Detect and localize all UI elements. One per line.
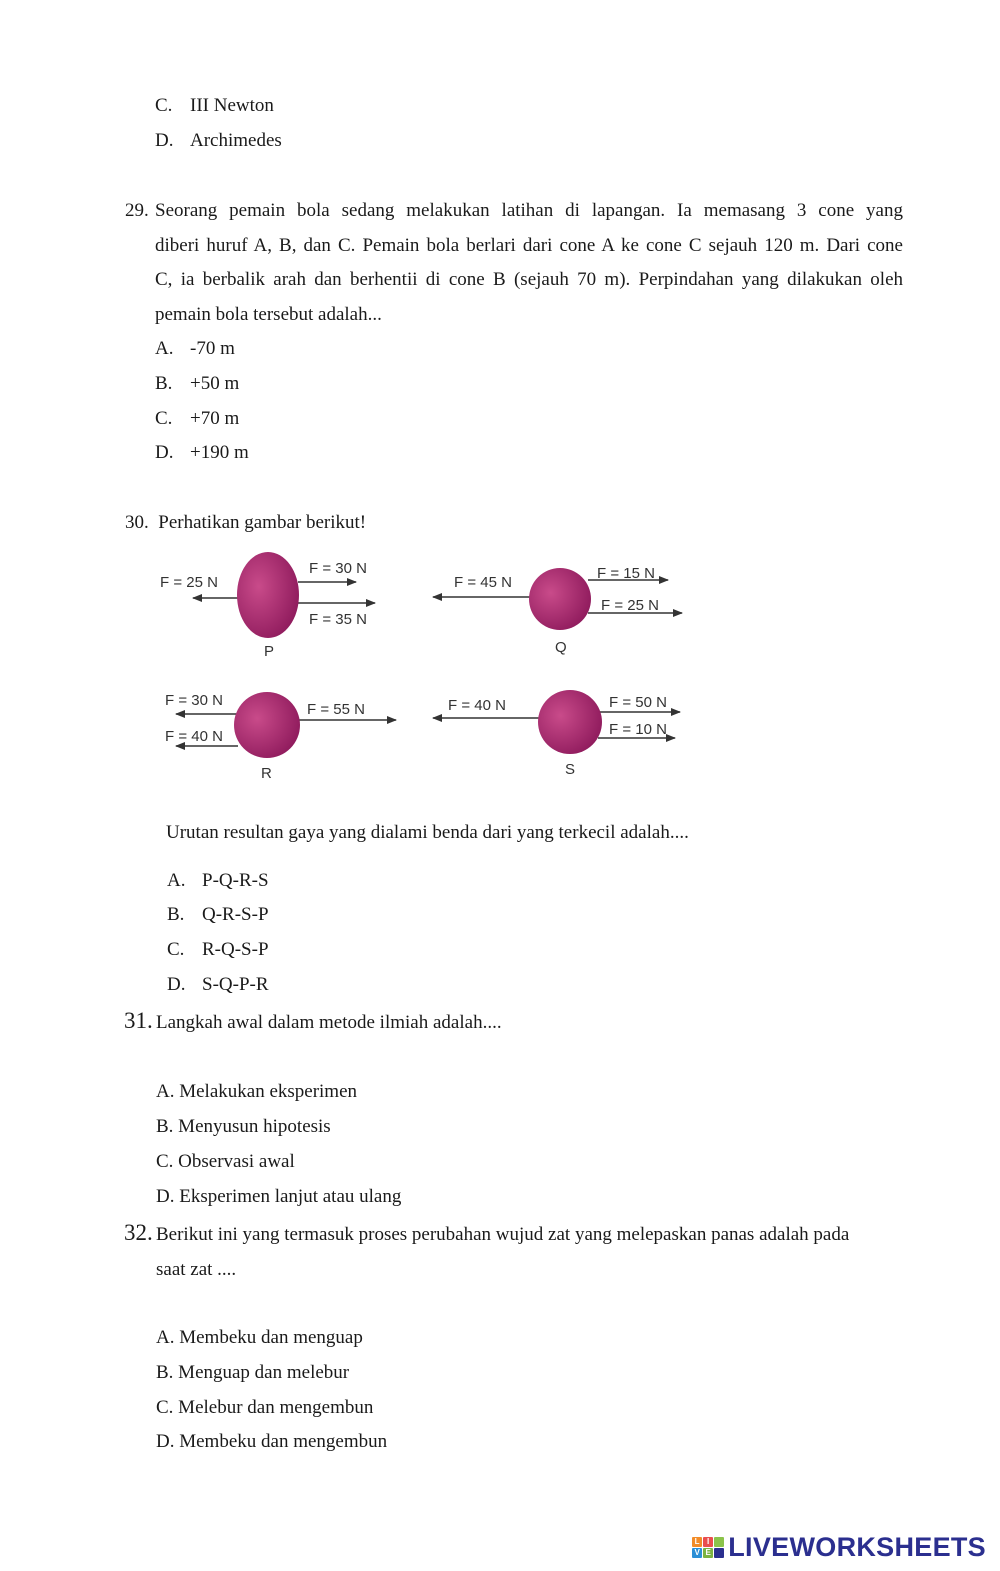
option-text: R-Q-S-P bbox=[202, 939, 269, 960]
option-text: +50 m bbox=[190, 373, 240, 394]
q32-option-d[interactable]: D. Membeku dan mengembun bbox=[156, 1431, 388, 1452]
force-label: F = 50 N bbox=[609, 694, 667, 711]
q30-option-d[interactable] bbox=[167, 973, 269, 997]
option-letter: B. bbox=[155, 373, 173, 394]
q31-option-d[interactable]: D. Eksperimen lanjut atau ulang bbox=[156, 1186, 402, 1207]
question-30-number: 30. bbox=[125, 512, 149, 533]
question-30-prompt: Urutan resultan gaya yang dialami benda dari yang terkecil adalah.... bbox=[166, 822, 689, 843]
ball-p bbox=[237, 552, 299, 638]
q30-option-c[interactable] bbox=[167, 938, 269, 962]
q29-option-c[interactable] bbox=[155, 407, 239, 431]
question-29-line: C, ia berbalik arah dan berhentii di cone B (sejauh 70 m). Perpindahan yang dilakukan oleh bbox=[155, 269, 903, 291]
option-letter: D. bbox=[167, 974, 186, 995]
option-letter: C. bbox=[155, 408, 173, 429]
liveworksheets-logo[interactable] bbox=[692, 1532, 986, 1563]
logo-letter: L bbox=[692, 1537, 702, 1547]
logo-icon bbox=[692, 1537, 724, 1558]
q29-option-a[interactable] bbox=[155, 337, 235, 361]
question-29-line: Seorang pemain bola sedang melakukan latihan di lapangan. Ia memasang 3 cone yang bbox=[155, 200, 903, 221]
question-30-text: Perhatikan gambar berikut! bbox=[158, 512, 367, 533]
ball-q bbox=[529, 568, 591, 630]
object-p bbox=[160, 552, 375, 660]
q30-option-a[interactable] bbox=[167, 869, 269, 893]
force-label: F = 40 N bbox=[165, 728, 223, 745]
question-32-line: Berikut ini yang termasuk proses perubahan wujud zat yang melepaskan panas adalah pada bbox=[156, 1224, 850, 1245]
q31-option-b[interactable]: B. Menyusun hipotesis bbox=[156, 1116, 331, 1137]
force-label: F = 25 N bbox=[601, 597, 659, 614]
option-text: +190 m bbox=[190, 442, 249, 463]
logo-letter: V bbox=[692, 1548, 702, 1558]
option-text: Q-R-S-P bbox=[202, 904, 269, 925]
object-r bbox=[165, 692, 396, 782]
q32-option-c[interactable]: C. Melebur dan mengembun bbox=[156, 1397, 374, 1418]
force-label: F = 45 N bbox=[454, 574, 512, 591]
option-letter: D. bbox=[155, 130, 174, 151]
force-label: F = 35 N bbox=[309, 611, 367, 628]
object-label: Q bbox=[555, 639, 567, 656]
force-diagram bbox=[150, 548, 710, 788]
logo-letter: E bbox=[703, 1548, 713, 1558]
q29-option-d[interactable] bbox=[155, 441, 249, 465]
question-29-text bbox=[155, 194, 903, 333]
logo-text: LIVEWORKSHEETS bbox=[728, 1532, 986, 1562]
ball-r bbox=[234, 692, 300, 758]
question-30-header bbox=[125, 511, 366, 535]
option-text: -70 m bbox=[190, 338, 235, 359]
option-letter: A. bbox=[155, 338, 174, 359]
q30-option-b[interactable] bbox=[167, 903, 269, 927]
question-32-line: saat zat .... bbox=[156, 1259, 237, 1280]
question-31-number: 31. bbox=[124, 1008, 153, 1033]
force-label: F = 30 N bbox=[165, 692, 223, 709]
ball-s bbox=[538, 690, 602, 754]
object-q bbox=[433, 565, 682, 656]
q31-option-a[interactable]: A. Melakukan eksperimen bbox=[156, 1081, 358, 1102]
option-letter: C. bbox=[167, 939, 185, 960]
option-text: Archimedes bbox=[190, 130, 282, 151]
force-label: F = 15 N bbox=[597, 565, 655, 582]
question-32-number: 32. bbox=[124, 1220, 153, 1245]
option-text: P-Q-R-S bbox=[202, 870, 269, 891]
force-label: F = 40 N bbox=[448, 697, 506, 714]
object-label: R bbox=[261, 765, 272, 782]
q31-option-c[interactable]: C. Observasi awal bbox=[156, 1151, 295, 1172]
logo-letter bbox=[714, 1537, 724, 1547]
option-letter: C. bbox=[155, 95, 173, 116]
question-29-line: pemain bola tersebut adalah... bbox=[155, 304, 382, 326]
force-label: F = 10 N bbox=[609, 721, 667, 738]
object-s bbox=[433, 690, 680, 778]
option-text: +70 m bbox=[190, 408, 240, 429]
option-letter: A. bbox=[167, 870, 186, 891]
object-label: S bbox=[565, 761, 576, 778]
option-text: S-Q-P-R bbox=[202, 974, 269, 995]
object-label: P bbox=[264, 643, 275, 660]
option-letter: D. bbox=[155, 442, 174, 463]
logo-letter: I bbox=[703, 1537, 713, 1547]
question-29-line: diberi huruf A, B, dan C. Pemain bola berlari dari cone A ke cone C sejauh 120 m. Dari cone bbox=[155, 234, 903, 256]
q28-option-d[interactable] bbox=[155, 129, 282, 153]
q29-option-b[interactable] bbox=[155, 372, 239, 396]
question-29-number: 29. bbox=[125, 200, 149, 221]
force-label: F = 25 N bbox=[160, 574, 218, 591]
question-31-text: Langkah awal dalam metode ilmiah adalah.... bbox=[156, 1012, 502, 1033]
option-letter: B. bbox=[167, 904, 185, 925]
q32-option-b[interactable]: B. Menguap dan melebur bbox=[156, 1362, 350, 1383]
q32-option-a[interactable]: A. Membeku dan menguap bbox=[156, 1327, 363, 1348]
force-label: F = 55 N bbox=[307, 701, 365, 718]
logo-letter bbox=[714, 1548, 724, 1558]
force-label: F = 30 N bbox=[309, 560, 367, 577]
q28-option-c[interactable] bbox=[155, 94, 274, 118]
option-text: III Newton bbox=[190, 95, 274, 116]
